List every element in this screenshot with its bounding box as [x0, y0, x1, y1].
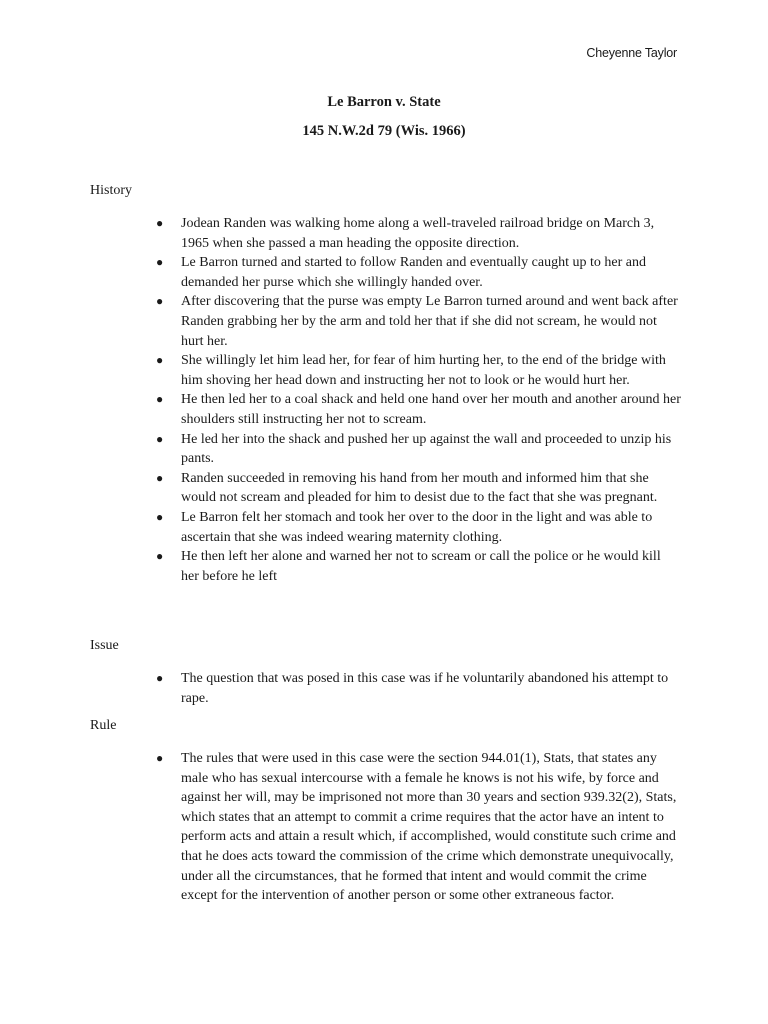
list-item-text: Le Barron felt her stomach and took her over to the door in the light and was able to ascertain that she was indeed wearing maternity clothing. [181, 509, 653, 545]
rule-section [90, 716, 690, 906]
rule-heading: Rule [90, 718, 117, 733]
list-item [90, 253, 681, 292]
rule-list [90, 749, 690, 906]
list-item-text: The rules that were used in this case were the section 944.01(1), Stats, that states any male who has sexual intercourse with a female he knows is not his wife, by force and against her will, may be imprisoned not more than 30 years and section 939.32(2), Stats, which states that an attempt to commit a crime requires that the actor have an intent to perform acts and attain a result which, if accomplished, would constitute such crime and that he does acts toward the commission of the crime which demonstrate unequivocally, under all the circumstances, that he formed that intent and would commit the crime except for the intervention of another person or some other extraneous factor. [181, 751, 677, 904]
history-list [90, 214, 690, 586]
list-item [90, 351, 681, 390]
list-item [90, 469, 681, 508]
issue-heading: Issue [90, 638, 119, 653]
list-item [90, 749, 681, 906]
case-title: Le Barron v. State [327, 94, 441, 110]
list-item-text: The question that was posed in this case was if he voluntarily abandoned his attempt to rape. [181, 671, 669, 706]
list-item-text: He then led her to a coal shack and held one hand over her mouth and another around her shoulders still instructing her not to scream. [181, 392, 681, 427]
list-item [90, 390, 681, 429]
bullet-icon: ● [156, 392, 164, 407]
case-citation: 145 N.W.2d 79 (Wis. 1966) [302, 123, 466, 139]
bullet-icon: ● [156, 294, 164, 309]
bullet-icon: ● [156, 431, 164, 446]
history-heading: History [90, 183, 132, 198]
list-item-text: He then left her alone and warned her not to scream or call the police or he would kill her before he left [181, 549, 661, 584]
bullet-icon: ● [156, 255, 164, 270]
issue-list [90, 669, 690, 708]
list-item [90, 508, 681, 547]
bullet-icon: ● [156, 216, 164, 230]
list-item-text: After discovering that the purse was empty Le Barron turned around and went back after Randen grabbing her by the arm and told her that if she did not scream, he would not hurt her. [181, 294, 678, 349]
list-item [90, 214, 681, 253]
issue-section [90, 636, 690, 708]
bullet-icon: ● [156, 470, 164, 485]
author-name: Cheyenne Taylor [586, 46, 677, 60]
history-section [90, 181, 690, 586]
bullet-icon: ● [156, 751, 164, 765]
list-item [90, 292, 681, 351]
list-item-text: She willingly let him lead her, for fear of him hurting her, to the end of the bridge with him shoving her head down and instructing her not to look or he would hurt her. [181, 353, 666, 388]
list-item-text: Le Barron turned and started to follow Randen and eventually caught up to her and demanded her purse which she willingly handed over. [181, 255, 646, 290]
list-item-text: Randen succeeded in removing his hand from her mouth and informed him that she would not scream and pleaded for him to desist due to the fact that she was pregnant. [181, 470, 658, 506]
bullet-icon: ● [156, 671, 164, 685]
bullet-icon: ● [156, 509, 164, 524]
list-item [90, 430, 681, 469]
bullet-icon: ● [156, 353, 164, 368]
bullet-icon: ● [156, 549, 164, 564]
list-item [90, 669, 681, 708]
list-item-text: He led her into the shack and pushed her up against the wall and proceeded to unzip his pants. [181, 431, 672, 467]
list-item-text: Jodean Randen was walking home along a well-traveled railroad bridge on March 3, 1965 when she passed a man heading the opposite direction. [181, 216, 655, 251]
list-item [90, 547, 681, 586]
